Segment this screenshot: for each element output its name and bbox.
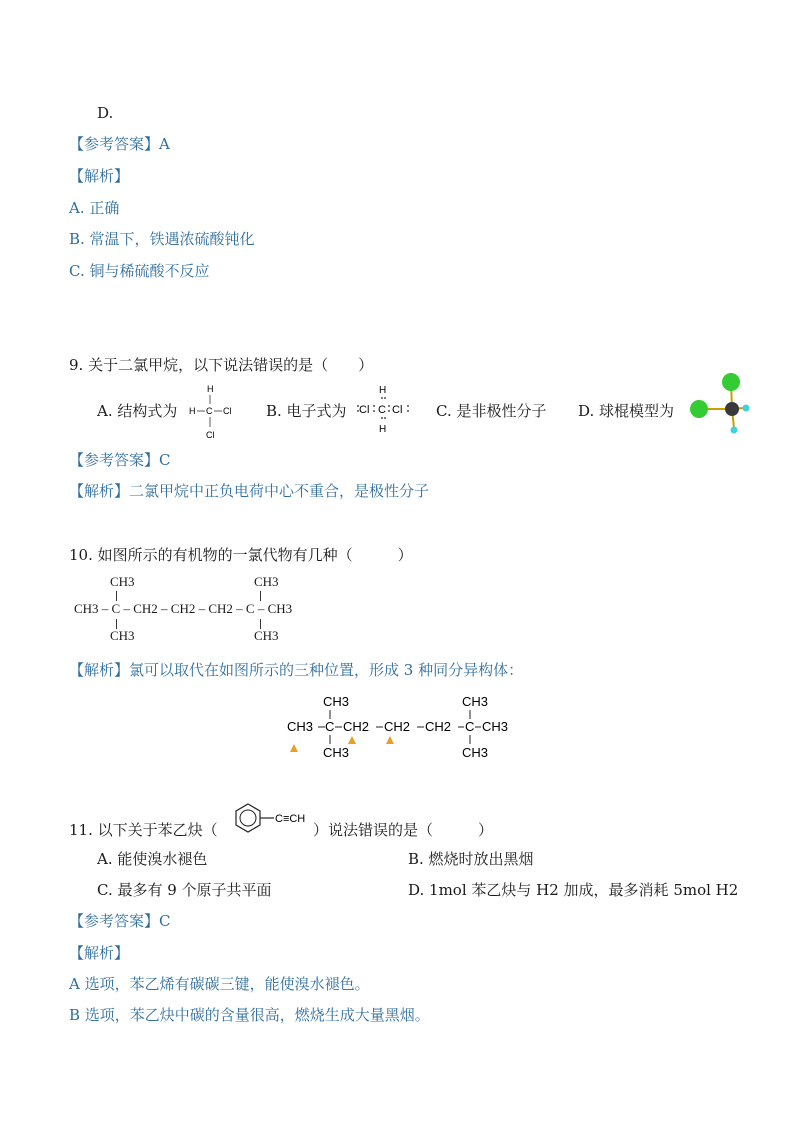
q11-analysis-a: A 选项，苯乙烯有碳碳三键，能使溴水褪色。 — [69, 975, 370, 993]
q9-option-c: C. 是非极性分子 — [436, 402, 547, 420]
f2-ch2-3: CH2 — [425, 719, 452, 734]
analysis-point-b: B. 常温下，铁遇浓硫酸钝化 — [69, 230, 255, 248]
f2-ch2-2: CH2 — [384, 719, 411, 734]
q9-analysis-row — [69, 481, 429, 501]
q9-answer-row — [69, 450, 171, 470]
chlorine-atom-left — [690, 400, 708, 418]
electron-cl-right: Cl — [392, 404, 403, 416]
carbon-atom — [725, 402, 739, 416]
q9-option-b: B. 电子式为 — [266, 402, 347, 420]
electron-formula-dichloromethane — [354, 382, 414, 438]
q10-bond-top-right — [260, 591, 261, 601]
q10-ch3-bottom-left: CH3 — [110, 628, 135, 643]
answer-value: A — [159, 135, 170, 153]
q11-stem-start: 11. 以下关于苯乙炔（ — [69, 821, 218, 839]
f2-c-right: C — [465, 719, 475, 734]
q11-analysis-label: 【解析】 — [69, 944, 130, 962]
option-d-label: D. — [97, 104, 114, 122]
q11-option-a: A. 能使溴水褪色 — [97, 850, 208, 868]
q9-stem: 9. 关于二氯甲烷，以下说法错误的是（ ） — [69, 356, 374, 374]
alkyne-label: C≡CH — [275, 813, 306, 825]
q10-ch3-bottom-right: CH3 — [254, 628, 279, 643]
electron-h-bottom: H — [379, 424, 387, 435]
structural-formula-dichloromethane — [186, 380, 246, 444]
q11-answer-value: C — [159, 912, 171, 930]
substitution-marker-2 — [348, 736, 356, 744]
hydrogen-atom-bottom — [731, 427, 738, 434]
f2-ch3-top-right: CH3 — [462, 694, 489, 709]
q10-bond-top-left — [116, 591, 117, 601]
phenylacetylene-structure — [230, 800, 316, 848]
q9-option-d: D. 球棍模型为 — [578, 402, 675, 420]
f2-ch3-bottom-left: CH3 — [323, 745, 350, 760]
q9-analysis-label: 【解析】 — [69, 482, 130, 500]
formula-cl-right: Cl — [223, 406, 232, 416]
q10-main-chain: CH3 – C – CH2 – CH2 – CH2 – C – CH3 — [74, 601, 293, 616]
q10-ch3-top-right: CH3 — [254, 574, 279, 589]
ball-and-stick-model — [682, 368, 756, 440]
formula-c: C — [206, 406, 213, 416]
f2-ch3-right: CH3 — [482, 719, 509, 734]
q10-analysis-text: 氯可以取代在如图所示的三种位置，形成 3 种同分异构体： — [129, 661, 524, 679]
q9-analysis-text: 二氯甲烷中正负电荷中心不重合，是极性分子 — [129, 482, 430, 500]
analysis-label: 【解析】 — [69, 167, 130, 185]
formula-h-left: H — [189, 406, 196, 416]
q11-answer-row — [69, 911, 171, 931]
q11-analysis-b: B 选项，苯乙炔中碳的含量很高，燃烧生成大量黑烟。 — [69, 1006, 430, 1024]
q9-option-a: A. 结构式为 — [97, 402, 178, 420]
q11-option-b: B. 燃烧时放出黑烟 — [408, 850, 534, 868]
chlorine-atom-top — [722, 373, 740, 391]
formula-h-top: H — [207, 384, 214, 394]
q11-answer-label: 【参考答案】 — [69, 912, 160, 930]
electron-cl-left: Cl — [359, 404, 370, 416]
formula-cl-bottom: Cl — [206, 430, 215, 440]
f2-ch3-bottom-right: CH3 — [462, 745, 489, 760]
answer-label: 【参考答案】 — [69, 135, 160, 153]
q9-answer-value: C — [159, 451, 171, 469]
substitution-marker-1 — [290, 744, 298, 752]
f2-ch3-left: CH3 — [287, 719, 314, 734]
electron-c: C — [378, 404, 386, 416]
q10-analysis-row — [69, 660, 523, 680]
electron-h-top: H — [379, 385, 387, 396]
q11-option-c: C. 最多有 9 个原子共平面 — [97, 881, 272, 899]
q10-analysis-label: 【解析】 — [69, 661, 130, 679]
f2-c-left: C — [325, 719, 335, 734]
analysis-point-c: C. 铜与稀硫酸不反应 — [69, 262, 210, 280]
q10-condensed-formula — [74, 574, 314, 644]
q11-stem-end: ）说法错误的是（ ） — [313, 821, 494, 839]
analysis-point-a: A. 正确 — [69, 199, 120, 217]
q10-stem: 10. 如图所示的有机物的一氯代物有几种（ ） — [69, 546, 413, 564]
q10-ch3-top-left: CH3 — [110, 574, 135, 589]
q11-option-d: D. 1mol 苯乙炔与 H2 加成，最多消耗 5mol H2 — [408, 881, 739, 899]
substitution-marker-3 — [386, 736, 394, 744]
f2-ch3-top-left: CH3 — [323, 694, 350, 709]
q10-substitution-diagram — [285, 690, 515, 762]
answer-row — [69, 134, 170, 154]
hydrogen-atom-right — [743, 405, 750, 412]
q9-answer-label: 【参考答案】 — [69, 451, 160, 469]
f2-ch2-1: CH2 — [343, 719, 370, 734]
